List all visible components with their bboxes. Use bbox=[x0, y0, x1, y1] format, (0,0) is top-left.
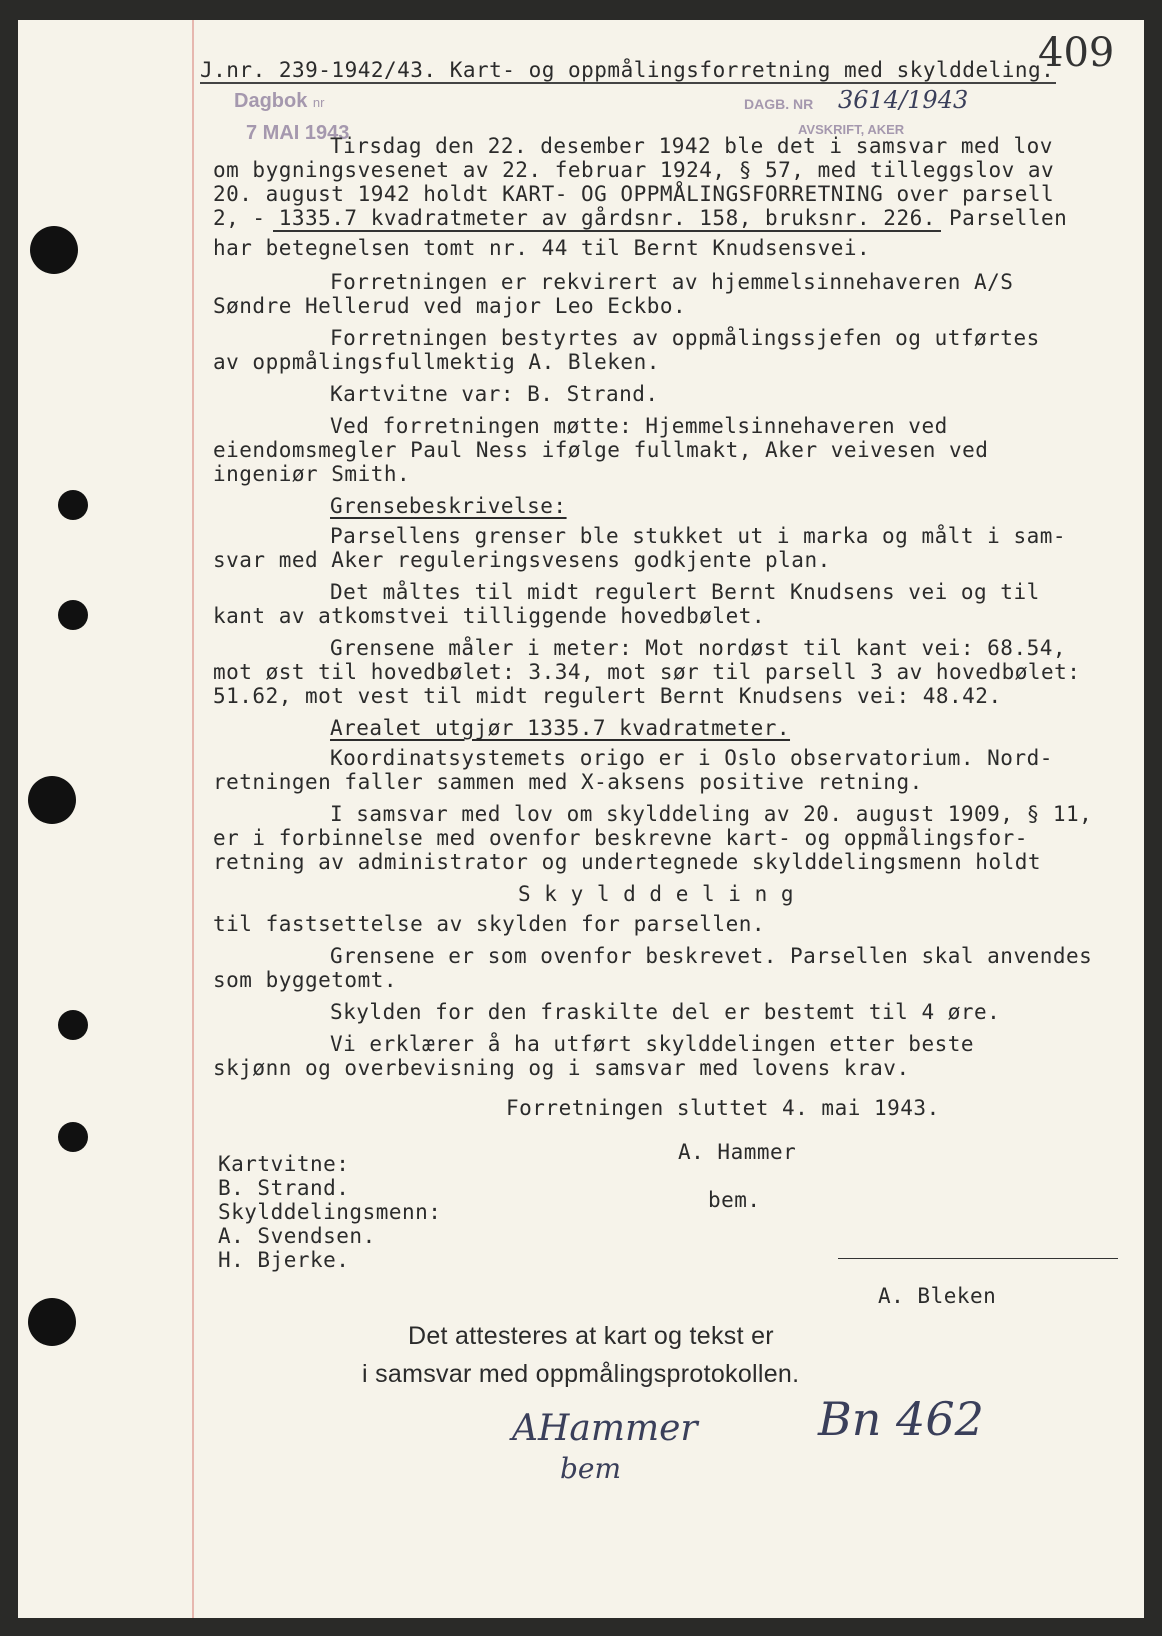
text-line: svar med Aker reguleringsvesens godkjente plan. bbox=[213, 548, 831, 572]
text-line: Vi erklærer å ha utført skylddelingen etter beste bbox=[330, 1032, 975, 1056]
dagbok-stamp bbox=[234, 90, 324, 113]
avskrift-stamp: AVSKRIFT, AKER bbox=[798, 122, 905, 137]
dagb-nr-handwritten: 3614/1943 bbox=[838, 86, 969, 114]
punch-hole bbox=[58, 600, 88, 630]
signature-block-line: H. Bjerke. bbox=[218, 1248, 350, 1272]
text-line: Ved forretningen møtte: Hjemmelsinnehaveren ved bbox=[330, 414, 948, 438]
handwritten-bem: bem bbox=[560, 1452, 622, 1485]
punch-hole bbox=[28, 776, 76, 824]
text-line: 20. august 1942 holdt KART- OG OPPMÅLINGSFORRETNING over parsell bbox=[213, 182, 1055, 206]
text-line: har betegnelsen tomt nr. 44 til Bernt Knudsensvei. bbox=[213, 236, 871, 260]
text-line: Grensene måler i meter: Mot nordøst til kant vei: 68.54, bbox=[330, 636, 1067, 660]
page-number: 409 bbox=[1038, 30, 1115, 76]
signature-block-line: A. Svendsen. bbox=[218, 1224, 376, 1248]
text-line: til fastsettelse av skylden for parsellen. bbox=[213, 912, 766, 936]
signature-bleken: A. Bleken bbox=[878, 1284, 997, 1308]
punch-hole bbox=[58, 1010, 88, 1040]
signature-hammer: A. Hammer bbox=[678, 1140, 797, 1164]
text-line: Søndre Hellerud ved major Leo Eckbo. bbox=[213, 294, 687, 318]
skylddeling-heading: S k y l d d e l i n g bbox=[518, 882, 795, 906]
text-line: som byggetomt. bbox=[213, 968, 398, 992]
margin-line bbox=[192, 20, 194, 1618]
punch-hole bbox=[30, 226, 78, 274]
text-line: I samsvar med lov om skylddeling av 20. august 1909, § 11, bbox=[330, 802, 1093, 826]
dagb-nr-stamp: DAGB. NR bbox=[744, 96, 814, 112]
area-statement: Arealet utgjør 1335.7 kvadratmeter. bbox=[330, 716, 791, 740]
text-line: Koordinatsystemets origo er i Oslo observatorium. Nord- bbox=[330, 746, 1053, 770]
dagbok-stamp-label: Dagbok bbox=[234, 90, 308, 112]
date-stamp: 7 MAI 1943 bbox=[246, 122, 350, 144]
text-line: Parsellens grenser ble stukket ut i marka og målt i sam- bbox=[330, 524, 1067, 548]
text-line: ingeniør Smith. bbox=[213, 462, 411, 486]
text-line: Grensene er som ovenfor beskrevet. Parsellen skal anvendes bbox=[330, 944, 1093, 968]
text-line: Det måltes til midt regulert Bernt Knudsens vei og til bbox=[330, 580, 1040, 604]
punch-hole bbox=[58, 490, 88, 520]
underline-parsell bbox=[273, 230, 941, 232]
handwritten-reference: Bn 462 bbox=[818, 1392, 984, 1446]
signature-block-line: Kartvitne: bbox=[218, 1152, 350, 1176]
text-line: Forretningen er rekvirert av hjemmelsinnehaveren A/S bbox=[330, 270, 1014, 294]
document-page bbox=[18, 20, 1144, 1618]
text-line: Kartvitne var: B. Strand. bbox=[330, 382, 659, 406]
text-line: Tirsdag den 22. desember 1942 ble det i samsvar med lov bbox=[330, 134, 1053, 158]
attestation-line: Det attesteres at kart og tekst er bbox=[408, 1322, 774, 1350]
text-line: retning av administrator og undertegnede skylddelingsmenn holdt bbox=[213, 850, 1042, 874]
header-line: J.nr. 239-1942/43. Kart- og oppmålingsforretning med skylddeling. bbox=[200, 58, 1055, 82]
text-line: er i forbinnelse med ovenfor beskrevne kart- og oppmålingsfor- bbox=[213, 826, 1028, 850]
text-line: 51.62, mot vest til midt regulert Bernt Knudsens vei: 48.42. bbox=[213, 684, 1002, 708]
signature-rule bbox=[838, 1258, 1118, 1259]
section-heading: Grensebeskrivelse: bbox=[330, 494, 567, 518]
text-line: om bygningsvesenet av 22. februar 1924, § 57, med tilleggslov av bbox=[213, 158, 1055, 182]
attestation-line: i samsvar med oppmålingsprotokollen. bbox=[362, 1360, 800, 1388]
punch-hole bbox=[28, 1298, 76, 1346]
text-line: retningen faller sammen med X-aksens positive retning. bbox=[213, 770, 923, 794]
text-line: mot øst til hovedbølet: 3.34, mot sør til parsell 3 av hovedbølet: bbox=[213, 660, 1081, 684]
signature-block-line: B. Strand. bbox=[218, 1176, 350, 1200]
text-line: Skylden for den fraskilte del er bestemt til 4 øre. bbox=[330, 1000, 1001, 1024]
closing-line: Forretningen sluttet 4. mai 1943. bbox=[506, 1096, 940, 1120]
text-line: eiendomsmegler Paul Ness ifølge fullmakt, Aker veivesen ved bbox=[213, 438, 989, 462]
text-line: Forretningen bestyrtes av oppmålingssjefen og utførtes bbox=[330, 326, 1040, 350]
text-line: skjønn og overbevisning og i samsvar med lovens krav. bbox=[213, 1056, 910, 1080]
text-line: av oppmålingsfullmektig A. Bleken. bbox=[213, 350, 660, 374]
handwritten-signature: AHammer bbox=[512, 1408, 698, 1449]
dagbok-stamp-nr: nr bbox=[312, 95, 325, 110]
text-line: kant av atkomstvei tilliggende hovedbølet. bbox=[213, 604, 766, 628]
signature-block-line: Skylddelingsmenn: bbox=[218, 1200, 442, 1224]
signature-bem: bem. bbox=[708, 1188, 761, 1212]
punch-hole bbox=[58, 1122, 88, 1152]
text-line: 2, - 1335.7 kvadratmeter av gårdsnr. 158, bruksnr. 226. Parsellen bbox=[213, 206, 1068, 230]
